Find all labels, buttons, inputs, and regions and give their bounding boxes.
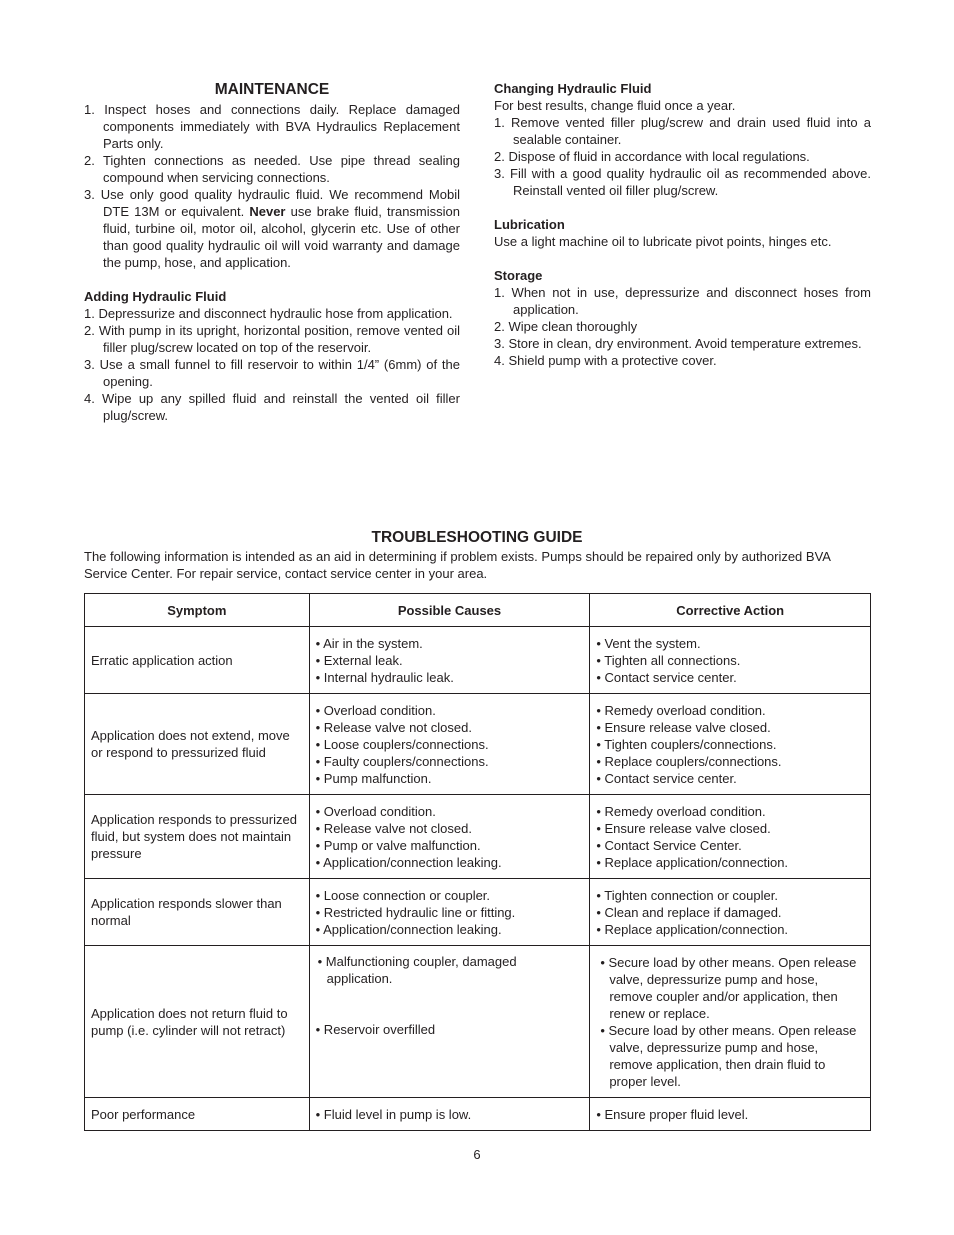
causes-cell — [309, 795, 590, 879]
left-column — [84, 80, 460, 424]
cause-item: • Reservoir overfilled — [315, 1022, 436, 1037]
storage-item: 2. Wipe clean thoroughly — [494, 319, 638, 334]
changing-fluid-item: 1. Remove vented filler plug/screw and drain used fluid into a sealable container. — [494, 115, 871, 147]
cause-item: • Faulty couplers/connections. — [315, 753, 489, 769]
action-cell — [590, 946, 871, 1098]
action-item: • Secure load by other means. Open release valve, depressurize pump and hose, remove application, then drain fluid to proper level. — [600, 1022, 857, 1089]
never-emphasis: Never — [249, 204, 286, 219]
maintenance-title: MAINTENANCE — [214, 81, 330, 98]
cause-item: • Internal hydraulic leak. — [315, 669, 454, 685]
adding-fluid-item: 3. Use a small funnel to fill reservoir to within 1/4” (6mm) of the opening. — [84, 357, 460, 389]
maintenance-item: 2. Tighten connections as needed. Use pipe thread sealing compound when servicing connections. — [84, 153, 460, 185]
cause-item: • Malfunctioning coupler, damaged application. — [317, 954, 517, 986]
table-row — [85, 795, 871, 879]
cause-item: • Loose connection or coupler. — [315, 887, 491, 903]
action-item: • Ensure release valve closed. — [596, 820, 771, 836]
maintenance-item: 1. Inspect hoses and connections daily. Replace damaged components immediately with BVA Hydraulics Replacement Parts only. — [84, 102, 460, 151]
symptom-cell: Application does not extend, move or respond to pressurized fluid — [85, 694, 310, 795]
table-header-row — [85, 594, 871, 627]
table-row — [85, 946, 871, 1098]
storage-item: 1. When not in use, depressurize and disconnect hoses from application. — [494, 285, 871, 317]
table-row — [85, 694, 871, 795]
maintenance-item3-start: 3. Use only good quality hydraulic fluid. We recommend Mobil DTE 13M or equivalent. — [84, 187, 460, 219]
action-item: • Remedy overload condition. — [596, 803, 766, 819]
changing-fluid-item: 2. Dispose of fluid in accordance with local regulations. — [494, 149, 810, 164]
action-item: • Replace application/connection. — [596, 921, 789, 937]
action-item: • Tighten all connections. — [596, 652, 741, 668]
action-header: Corrective Action — [590, 594, 871, 627]
causes-cell — [309, 879, 590, 946]
storage-list — [494, 284, 871, 369]
action-item: • Ensure release valve closed. — [596, 719, 771, 735]
cause-item: • External leak. — [315, 652, 403, 668]
cause-item: • Loose couplers/connections. — [315, 736, 489, 752]
causes-cell — [309, 1098, 590, 1131]
action-item: • Tighten connection or coupler. — [596, 887, 778, 903]
action-item: • Clean and replace if damaged. — [596, 904, 782, 920]
changing-fluid-item: 3. Fill with a good quality hydraulic oil as recommended above. Reinstall vented oil filler plug/screw. — [494, 166, 871, 198]
action-cell — [590, 879, 871, 946]
action-item: • Remedy overload condition. — [596, 702, 766, 718]
lubrication-heading: Lubrication — [494, 217, 565, 232]
cause-item: • Restricted hydraulic line or fitting. — [315, 904, 516, 920]
lubrication-text: Use a light machine oil to lubricate pivot points, hinges etc. — [494, 234, 832, 249]
cause-item: • Pump or valve malfunction. — [315, 837, 481, 853]
action-item: • Vent the system. — [596, 635, 701, 651]
storage-item: 4. Shield pump with a protective cover. — [494, 353, 717, 368]
action-item: • Contact Service Center. — [596, 837, 742, 853]
storage-heading: Storage — [494, 268, 543, 283]
cause-item: • Application/connection leaking. — [315, 921, 502, 937]
symptom-cell: Application responds slower than normal — [85, 879, 310, 946]
adding-fluid-item: 2. With pump in its upright, horizontal position, remove vented oil filler plug/screw located on top of the reservoir. — [84, 323, 460, 355]
table-row — [85, 1098, 871, 1131]
cause-item: • Application/connection leaking. — [315, 854, 502, 870]
table-row — [85, 879, 871, 946]
cause-item: • Pump malfunction. — [315, 770, 432, 786]
symptom-cell: Poor performance — [85, 1098, 310, 1131]
maintenance-list — [84, 101, 460, 271]
causes-header: Possible Causes — [309, 594, 590, 627]
cause-item: • Overload condition. — [315, 702, 436, 718]
storage-item: 3. Store in clean, dry environment. Avoid temperature extremes. — [494, 336, 862, 351]
changing-fluid-list — [494, 114, 871, 199]
table-row — [85, 627, 871, 694]
troubleshooting-intro: The following information is intended as an aid in determining if problem exists. Pumps should be repaired only by authorized BVA Service Center. For repair service, contact service center in your area. — [84, 549, 831, 581]
action-item: • Tighten couplers/connections. — [596, 736, 777, 752]
action-item: • Ensure proper fluid level. — [596, 1106, 749, 1122]
maintenance-item — [84, 186, 460, 271]
maintenance-item3-end: use brake fluid, transmission fluid, turbine oil, motor oil, alcohol, glycerin etc. Use of other than good quality hydraulic oil will void warranty and damage the pump, hose, and application. — [103, 204, 460, 270]
changing-fluid-intro: For best results, change fluid once a year. — [494, 98, 736, 113]
action-cell — [590, 694, 871, 795]
adding-fluid-item: 1. Depressurize and disconnect hydraulic hose from application. — [84, 306, 453, 321]
action-cell — [590, 795, 871, 879]
causes-cell — [309, 627, 590, 694]
right-column — [494, 80, 871, 369]
troubleshooting-table — [84, 593, 871, 1131]
symptom-cell: Application does not return fluid to pump (i.e. cylinder will not retract) — [85, 946, 310, 1098]
cause-item: • Air in the system. — [315, 635, 423, 651]
cause-item: • Release valve not closed. — [315, 820, 472, 836]
changing-fluid-heading: Changing Hydraulic Fluid — [494, 81, 652, 96]
action-cell — [590, 1098, 871, 1131]
troubleshooting-title: TROUBLESHOOTING GUIDE — [371, 529, 583, 546]
causes-cell — [309, 694, 590, 795]
cause-item: • Overload condition. — [315, 803, 436, 819]
action-item: • Replace application/connection. — [596, 854, 789, 870]
cause-item: • Release valve not closed. — [315, 719, 472, 735]
troubleshooting-section — [84, 528, 870, 582]
adding-fluid-item: 4. Wipe up any spilled fluid and reinstall the vented oil filler plug/screw. — [84, 391, 460, 423]
cause-item: • Fluid level in pump is low. — [315, 1106, 472, 1122]
action-item: • Contact service center. — [596, 770, 737, 786]
action-item: • Replace couplers/connections. — [596, 753, 782, 769]
action-cell — [590, 627, 871, 694]
action-item: • Secure load by other means. Open release valve, depressurize pump and hose, remove coupler and/or application, then renew or replace. — [600, 954, 857, 1021]
adding-fluid-heading: Adding Hydraulic Fluid — [84, 289, 227, 304]
symptom-cell: Erratic application action — [85, 627, 310, 694]
causes-cell — [309, 946, 590, 1098]
action-item: • Contact service center. — [596, 669, 737, 685]
symptom-cell: Application responds to pressurized fluid, but system does not maintain pressure — [85, 795, 310, 879]
adding-fluid-list — [84, 305, 460, 424]
page-number: 6 — [473, 1147, 481, 1162]
symptom-header: Symptom — [85, 594, 310, 627]
